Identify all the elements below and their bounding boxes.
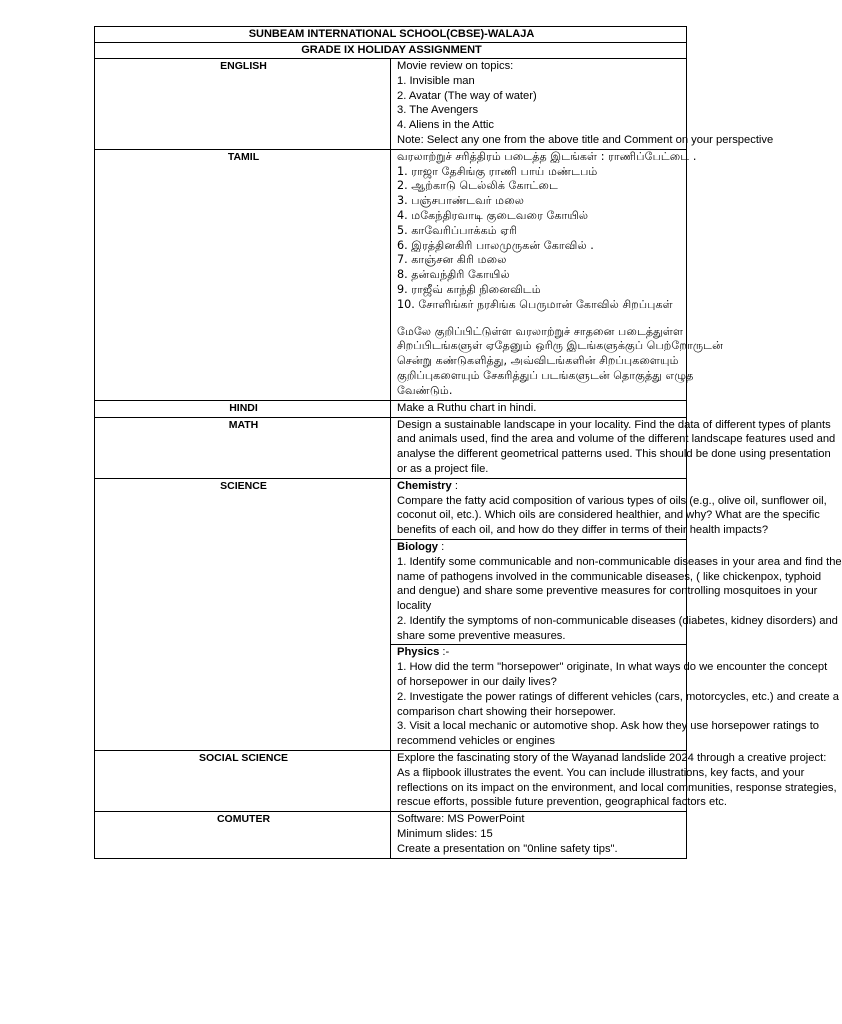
hindi-row xyxy=(95,400,687,417)
english-line: 1. Invisible man xyxy=(397,74,475,87)
tamil-place-item: 2. ஆற்காடு டெல்லிக் கோட்டை xyxy=(397,179,558,193)
biology-line: 2. Identify the symptoms of non-communicable diseases (diabetes, kidney disorders) and xyxy=(397,614,838,627)
english-line: Movie review on topics: xyxy=(397,60,514,72)
computer-line: Create a presentation on "0nline safety tips". xyxy=(397,842,618,855)
school-name: SUNBEAM INTERNATIONAL SCHOOL(CBSE)-WALAJA xyxy=(95,27,687,43)
english-content xyxy=(391,59,774,150)
social-science-subject-label: SOCIAL SCIENCE xyxy=(95,751,391,812)
tamil-instruction-line: சிறப்பிடங்களுள் ஏதேனும் ஒரிரு இடங்களுக்குப் பெற்றோருடன் xyxy=(397,339,723,353)
chemistry-heading-line xyxy=(397,479,682,494)
computer-content xyxy=(391,812,687,858)
biology-line: locality xyxy=(397,600,432,613)
assignment-table xyxy=(94,26,842,859)
math-line: analyse the different geometrical patterns used. This should be done using presentation xyxy=(397,448,831,461)
social-science-line: Explore the fascinating story of the Wayanad landslide 2024 through a creative project: xyxy=(397,752,827,765)
biology-heading-suffix: : xyxy=(438,540,445,553)
math-row xyxy=(95,417,687,478)
tamil-place-item: 4. மகேந்திரவாடி குடைவரை கோயில் xyxy=(397,208,589,222)
math-line: or as a project file. xyxy=(397,462,489,475)
biology-line: and dengue) and share some preventive measures for controlling mosquitoes in your xyxy=(397,585,818,598)
english-line: 2. Avatar (The way of water) xyxy=(397,89,537,102)
science-subject-label: SCIENCE xyxy=(95,478,391,750)
assignment-title: GRADE IX HOLIDAY ASSIGNMENT xyxy=(95,43,687,59)
hindi-content xyxy=(391,400,687,417)
tamil-instruction-line: குறிப்புகளையும் சேகரித்துப் படங்களுடன் தொகுத்து எழுத xyxy=(397,368,694,382)
tamil-place-item: 5. காவேரிப்பாக்கம் ஏரி xyxy=(397,223,518,237)
computer-subject-label: COMUTER xyxy=(95,812,391,858)
tamil-spacer xyxy=(397,313,682,325)
biology-line: share some preventive measures. xyxy=(397,629,566,642)
physics-line: 2. Investigate the power ratings of different vehicles (cars, motorcycles, etc.) and create a xyxy=(397,690,839,703)
physics-line: 1. How did the term "horsepower" originate, In what ways do we encounter the concept xyxy=(397,661,828,674)
physics-heading-suffix: :- xyxy=(439,646,450,659)
english-subject-label: ENGLISH xyxy=(95,59,391,150)
tamil-row xyxy=(95,149,687,400)
tamil-subject-label: TAMIL xyxy=(95,149,391,400)
math-line: and animals used, find the area and volume of the different landscape features used and xyxy=(397,433,836,446)
tamil-place-item: 3. பஞ்சபாண்டவர் மலை xyxy=(397,194,525,208)
science-chemistry-row xyxy=(95,478,687,539)
biology-content xyxy=(391,539,842,645)
chemistry-heading: Chemistry xyxy=(397,479,452,492)
tamil-place-item: 8. தன்வந்திரி கோயில் xyxy=(397,268,510,282)
computer-line: Software: MS PowerPoint xyxy=(397,813,525,826)
math-content xyxy=(391,417,836,478)
computer-line: Minimum slides: 15 xyxy=(397,828,493,841)
math-line: Design a sustainable landscape in your locality. Find the data of different types of plants xyxy=(397,418,831,431)
chemistry-line: benefits of each oil, and how do they differ in terms of their health impacts? xyxy=(397,524,769,537)
assignment-title-row xyxy=(95,43,687,59)
biology-heading-line xyxy=(397,540,682,555)
english-note: Note: Select any one from the above title and Comment on your perspective xyxy=(397,133,774,146)
english-line: 4. Aliens in the Attic xyxy=(397,119,495,132)
social-science-line: reflections on its impact on the environment, and local communities, response strategies, xyxy=(397,781,837,794)
tamil-place-item: 10. சோளிங்கர் நரசிங்க பெருமான் கோவில் சிறப்புகள் xyxy=(397,297,673,311)
social-science-line: As a flipbook illustrates the event. You can include illustrations, key facts, and your xyxy=(397,766,805,779)
english-line: 3. The Avengers xyxy=(397,104,479,117)
physics-line: comparison chart showing their horsepower. xyxy=(397,705,616,718)
physics-heading-line xyxy=(397,645,682,660)
biology-line: 1. Identify some communicable and non-communicable diseases in your area and find the xyxy=(397,555,842,568)
hindi-subject-label: HINDI xyxy=(95,400,391,417)
tamil-heading: வரலாற்றுச் சரித்திரம் படைத்த இடங்கள் : ராணிப்பேட்டை . xyxy=(397,149,697,163)
math-subject-label: MATH xyxy=(95,417,391,478)
chemistry-line: coconut oil, etc.). Which oils are considered healthier, and why? What are the specific xyxy=(397,509,820,522)
tamil-content xyxy=(391,149,723,400)
social-science-row xyxy=(95,751,687,812)
biology-heading: Biology xyxy=(397,540,439,553)
chemistry-heading-suffix: : xyxy=(451,479,458,492)
tamil-place-item: 7. காஞ்சன கிரி மலை xyxy=(397,253,507,267)
physics-line: recommend vehicles or engines xyxy=(397,735,555,748)
chemistry-line: Compare the fatty acid composition of various types of oils (e.g., olive oil, sunflower oil, xyxy=(397,494,827,507)
tamil-place-item: 6. இரத்தினகிரி பாலமுருகன் கோவில் . xyxy=(397,238,594,252)
physics-content xyxy=(391,645,839,751)
physics-heading: Physics xyxy=(397,646,440,659)
social-science-line: rescue efforts, possible future prevention, geographical factors etc. xyxy=(397,796,728,809)
tamil-instruction-line: சென்று கண்டுகளித்து, அவ்விடங்களின் சிறப்புகளையும் xyxy=(397,354,679,368)
tamil-place-item: 9. ராஜீவ் காந்தி நினைவிடம் xyxy=(397,282,541,296)
hindi-task: Make a Ruthu chart in hindi. xyxy=(397,401,537,414)
tamil-instruction-line: வேண்டும். xyxy=(397,383,453,397)
tamil-place-item: 1. ராஜா தேசிங்கு ராணி பாய் மண்டபம் xyxy=(397,164,598,178)
english-row xyxy=(95,59,687,150)
school-title-row xyxy=(95,27,687,43)
chemistry-content xyxy=(391,478,827,539)
social-science-content xyxy=(391,751,837,812)
computer-row xyxy=(95,812,687,858)
biology-line: name of pathogens involved in the communicable diseases, ( like chickenpox, typhoid xyxy=(397,570,822,583)
physics-line: of horsepower in our daily lives? xyxy=(397,676,557,689)
tamil-instruction-line: மேலே குறிப்பிட்டுள்ள வரலாற்றுச் சாதனை படைத்துள்ள xyxy=(397,324,684,338)
physics-line: 3. Visit a local mechanic or automotive shop. Ask how they use horsepower ratings to xyxy=(397,720,820,733)
